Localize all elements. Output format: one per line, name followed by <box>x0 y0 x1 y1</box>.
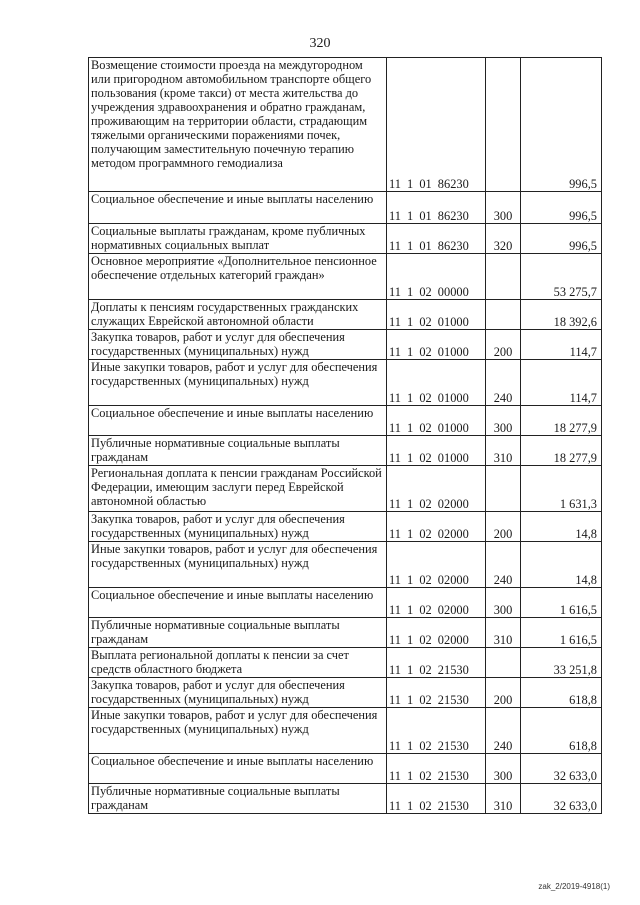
budget-table-body <box>89 58 602 814</box>
table-row <box>89 192 602 224</box>
row-vr: 320 <box>486 224 521 254</box>
row-code: 11 1 02 00000 <box>387 254 486 300</box>
row-code: 11 1 02 21530 <box>387 708 486 754</box>
row-name: Иные закупки товаров, работ и услуг для обеспечения государственных (муниципальных) нужд <box>89 360 387 406</box>
row-vr: 300 <box>486 192 521 224</box>
row-name: Социальные выплаты гражданам, кроме публичных нормативных социальных выплат <box>89 224 387 254</box>
row-code: 11 1 02 02000 <box>387 588 486 618</box>
row-name: Социальное обеспечение и иные выплаты населению <box>89 754 387 784</box>
row-sum: 1 631,3 <box>521 466 602 512</box>
row-vr <box>486 58 521 192</box>
row-vr: 310 <box>486 618 521 648</box>
row-sum: 53 275,7 <box>521 254 602 300</box>
row-code: 11 1 02 02000 <box>387 466 486 512</box>
row-sum: 996,5 <box>521 224 602 254</box>
row-sum: 1 616,5 <box>521 588 602 618</box>
row-name: Иные закупки товаров, работ и услуг для обеспечения государственных (муниципальных) нужд <box>89 708 387 754</box>
row-sum: 618,8 <box>521 708 602 754</box>
row-vr: 240 <box>486 360 521 406</box>
table-row <box>89 708 602 754</box>
table-row <box>89 678 602 708</box>
row-sum: 32 633,0 <box>521 754 602 784</box>
document-code: zak_2/2019-4918(1) <box>538 882 610 891</box>
row-code: 11 1 02 21530 <box>387 678 486 708</box>
row-name: Социальное обеспечение и иные выплаты населению <box>89 588 387 618</box>
table-row <box>89 224 602 254</box>
row-sum: 618,8 <box>521 678 602 708</box>
row-code: 11 1 02 02000 <box>387 618 486 648</box>
row-name: Социальное обеспечение и иные выплаты населению <box>89 406 387 436</box>
row-code: 11 1 02 02000 <box>387 542 486 588</box>
row-vr: 310 <box>486 436 521 466</box>
row-name: Иные закупки товаров, работ и услуг для обеспечения государственных (муниципальных) нужд <box>89 542 387 588</box>
row-name: Региональная доплата к пенсии гражданам Российской Федерации, имеющим заслуги перед Еврейской автономной областью <box>89 466 387 512</box>
table-row <box>89 300 602 330</box>
row-name: Публичные нормативные социальные выплаты гражданам <box>89 784 387 814</box>
row-sum: 996,5 <box>521 58 602 192</box>
row-sum: 33 251,8 <box>521 648 602 678</box>
row-sum: 32 633,0 <box>521 784 602 814</box>
row-code: 11 1 01 86230 <box>387 224 486 254</box>
row-code: 11 1 02 21530 <box>387 784 486 814</box>
row-sum: 18 277,9 <box>521 436 602 466</box>
row-name: Публичные нормативные социальные выплаты гражданам <box>89 618 387 648</box>
table-row <box>89 58 602 192</box>
row-vr <box>486 466 521 512</box>
row-code: 11 1 02 01000 <box>387 406 486 436</box>
row-vr: 200 <box>486 512 521 542</box>
table-row <box>89 754 602 784</box>
row-sum: 996,5 <box>521 192 602 224</box>
row-name: Закупка товаров, работ и услуг для обеспечения государственных (муниципальных) нужд <box>89 512 387 542</box>
row-vr <box>486 648 521 678</box>
table-row <box>89 254 602 300</box>
row-vr: 200 <box>486 678 521 708</box>
row-vr: 300 <box>486 588 521 618</box>
table-row <box>89 360 602 406</box>
row-vr: 240 <box>486 542 521 588</box>
table-row <box>89 618 602 648</box>
row-sum: 18 392,6 <box>521 300 602 330</box>
row-vr: 310 <box>486 784 521 814</box>
row-code: 11 1 02 01000 <box>387 436 486 466</box>
table-row <box>89 588 602 618</box>
row-name: Возмещение стоимости проезда на междугородном или пригородном автомобильном транспорте общего пользования (кроме такси) от места жительства до учреждения здравоохранения и обратно гражданам, проживающим на территории области, страдающим тяжелыми органическими поражениями почек, получающим заместительную почечную терапию методом программного гемодиализа <box>89 58 387 192</box>
row-code: 11 1 02 01000 <box>387 330 486 360</box>
budget-table <box>88 57 602 814</box>
row-name: Закупка товаров, работ и услуг для обеспечения государственных (муниципальных) нужд <box>89 330 387 360</box>
row-sum: 14,8 <box>521 512 602 542</box>
table-row <box>89 466 602 512</box>
row-code: 11 1 02 21530 <box>387 754 486 784</box>
row-vr: 300 <box>486 406 521 436</box>
row-sum: 114,7 <box>521 330 602 360</box>
row-vr: 240 <box>486 708 521 754</box>
row-sum: 1 616,5 <box>521 618 602 648</box>
row-vr: 200 <box>486 330 521 360</box>
row-sum: 18 277,9 <box>521 406 602 436</box>
page-number: 320 <box>309 36 331 51</box>
row-name: Публичные нормативные социальные выплаты гражданам <box>89 436 387 466</box>
row-name: Доплаты к пенсиям государственных гражданских служащих Еврейской автономной области <box>89 300 387 330</box>
table-row <box>89 648 602 678</box>
row-name: Выплата региональной доплаты к пенсии за счет средств областного бюджета <box>89 648 387 678</box>
row-code: 11 1 02 02000 <box>387 512 486 542</box>
row-name: Основное мероприятие «Дополнительное пенсионное обеспечение отдельных категорий граждан» <box>89 254 387 300</box>
row-vr <box>486 300 521 330</box>
table-row <box>89 330 602 360</box>
row-name: Социальное обеспечение и иные выплаты населению <box>89 192 387 224</box>
row-sum: 14,8 <box>521 542 602 588</box>
table-row <box>89 512 602 542</box>
table-row <box>89 406 602 436</box>
row-vr: 300 <box>486 754 521 784</box>
row-code: 11 1 01 86230 <box>387 58 486 192</box>
row-code: 11 1 01 86230 <box>387 192 486 224</box>
row-sum: 114,7 <box>521 360 602 406</box>
table-row <box>89 542 602 588</box>
row-code: 11 1 02 01000 <box>387 300 486 330</box>
row-name: Закупка товаров, работ и услуг для обеспечения государственных (муниципальных) нужд <box>89 678 387 708</box>
row-vr <box>486 254 521 300</box>
table-row <box>89 436 602 466</box>
row-code: 11 1 02 21530 <box>387 648 486 678</box>
row-code: 11 1 02 01000 <box>387 360 486 406</box>
table-row <box>89 784 602 814</box>
